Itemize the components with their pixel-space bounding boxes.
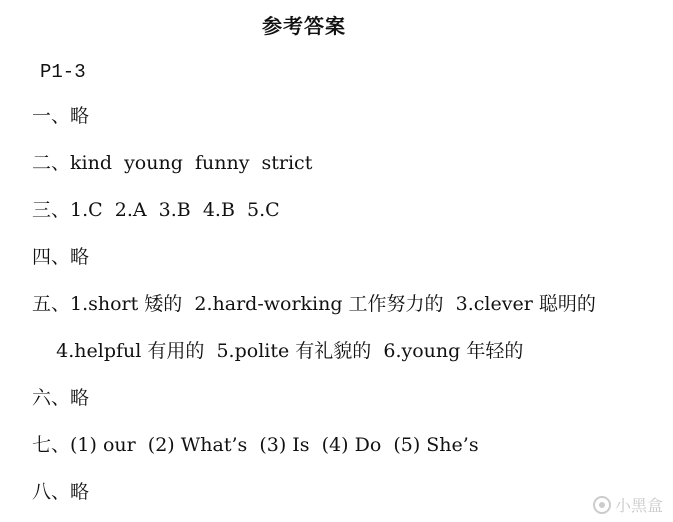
answer-line-1: 一、略 — [32, 105, 90, 127]
page-title: 参考答案 — [262, 14, 346, 38]
answer-line-6: 4.helpful 有用的 5.polite 有礼貌的 6.young 年轻的 — [32, 340, 524, 362]
answer-line-8: 七、(1) our (2) What’s (3) Is (4) Do (5) She’s — [32, 434, 479, 456]
answer-line-9: 八、略 — [32, 481, 90, 503]
watermark — [593, 493, 663, 516]
watermark-logo-icon — [593, 496, 611, 514]
answer-line-7: 六、略 — [32, 387, 90, 409]
answer-line-4: 四、略 — [32, 246, 90, 268]
answer-line-5: 五、1.short 矮的 2.hard-working 工作努力的 3.clever 聪明的 — [32, 293, 596, 315]
watermark-text: 小黑盒 — [614, 496, 663, 515]
answer-line-2: 二、kind young funny strict — [32, 152, 313, 174]
answer-line-3: 三、1.C 2.A 3.B 4.B 5.C — [32, 199, 280, 221]
page-range: P1-3 — [40, 61, 86, 83]
